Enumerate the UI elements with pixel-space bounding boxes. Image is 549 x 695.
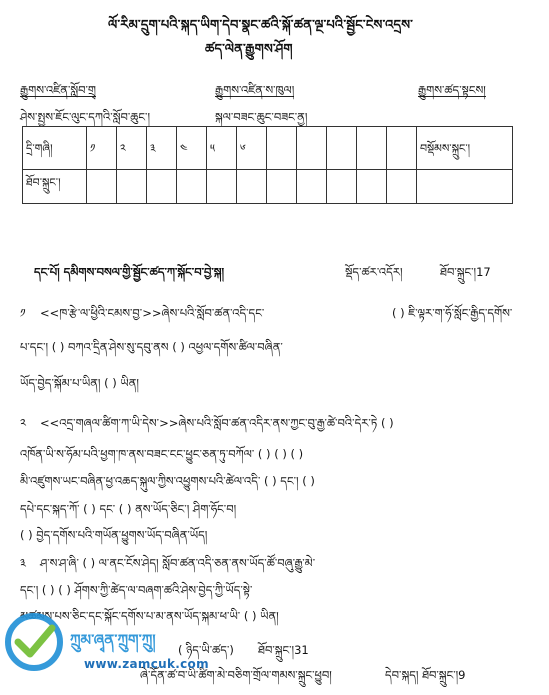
section-subheading: སྡོད་ཚར་འདོར།	[345, 265, 403, 279]
district-label: རྒྱུགས་འཛིན་ས་ཁུལ།	[215, 83, 295, 97]
page-subtitle: ཚད་ལེན་རྒྱུགས་ཤོག	[205, 42, 293, 57]
table-cell: ༥	[207, 127, 237, 170]
part2-score-2: དེབ་སྐད། ཐོབ་སྐྲུང་།9	[385, 668, 466, 682]
score-input-cell[interactable]	[387, 170, 417, 204]
watermark-url: www.zamcuk.com	[84, 657, 209, 671]
score-input-cell[interactable]	[177, 170, 207, 204]
question-line: <<ཁ་རྩེ་ལ་ཕྱིའི་ངམས་བྱ་>>ཞེས་པའི་སློབ་ཚན་འདི་དང་	[40, 306, 265, 320]
district-value: སྐལ་བཟང་ཆུང་བཟང་ནྱ།	[215, 110, 308, 124]
table-cell	[267, 127, 297, 170]
score-input-cell[interactable]	[207, 170, 237, 204]
page-title: ལོ་རིམ་དྲུག་པའི་སྐད་ཡིག་དེབ་སྣང་ཚའི་སྐོ་ཚན་ལྔ་པའི་སྦྱོང་ངེས་འདྲས་	[108, 18, 414, 33]
score-input-cell[interactable]	[297, 170, 327, 204]
question-line: འཁོན་ཡི་ས་ཧོམ་པའི་ཕྱག་ཁ་ནས་བཟང་ངང་ཕྱུང་ཅན་ཏུ་བཀོལ་ ( ) ( ) ( )	[20, 447, 304, 461]
score-input-cell[interactable]	[267, 170, 297, 204]
table-cell: ༤	[177, 127, 207, 170]
question-line: ( ) བྱེད་དགོས་པའི་གཡོན་ཕྱུགས་ཡོད་བཞིན་ཡོད།	[20, 528, 208, 542]
school-label: རྒྱུགས་འཛིན་སློབ་གྲྭ	[20, 83, 97, 97]
question-number: ༣	[20, 556, 26, 570]
table-cell	[327, 127, 357, 170]
score-input-cell[interactable]	[147, 170, 177, 204]
score-input-cell[interactable]	[357, 170, 387, 204]
table-cell	[357, 127, 387, 170]
question-line: ཤ་ས་ཤ་ཞི་ ( ) ལ་ནང་ངོས་ཤེད། སློབ་ཚན་འདི་ཅན་ནས་ཡོད་ཚོ་བཞུ་རྒྱུ་མེ་	[40, 556, 316, 570]
part2-label: ( ཉིད་ཡི་ཚད་)	[178, 643, 234, 657]
watermark-logo-icon	[4, 612, 64, 672]
score-input-cell[interactable]	[87, 170, 117, 204]
score-table-header-row	[23, 127, 513, 170]
table-cell: ༣	[147, 127, 177, 170]
question-line: དཔེ་དང་སྐད་ཀོ་ ( ) དང་ ( ) ནས་ཡོད་ཅིང་། ཤིག་ཧོང་བ།	[20, 502, 237, 516]
score-input-cell[interactable]	[117, 170, 147, 204]
score-input-cell[interactable]	[327, 170, 357, 204]
score-table-score-row	[23, 170, 513, 204]
score-input-cell[interactable]	[237, 170, 267, 204]
question-number: ༡	[20, 306, 26, 320]
part2-score: ཐོབ་སྐྲུང་།31	[258, 643, 309, 657]
table-cell: བསྡོམས་སྐྲུང་།	[417, 127, 513, 170]
table-cell	[297, 127, 327, 170]
score-table	[22, 126, 513, 204]
table-cell: ༡	[87, 127, 117, 170]
watermark-text: ཀྲུམ་ཞྭན་ཀྲུག་ཀྲུ།	[70, 631, 156, 649]
question-line: པ་དང་། ( ) བཀའ་དྲིན་ཤེས་སུ་དབུ་ནས ( ) འཕྱལ་དགོས་ཚིལ་བཞིན་	[20, 340, 283, 354]
table-cell	[387, 127, 417, 170]
question-line: ( ) ཇི་ལྟར་ག་ཧོ་སློང་རྒྱིད་དགོས་	[392, 306, 513, 320]
table-cell: ༦	[237, 127, 267, 170]
section-score: ཐོབ་སྐྲུང་།17	[440, 265, 491, 279]
question-line: མི་འཛུགས་ཡང་བཞིན་ཕྱ་འཆད་སྐུལ་ཀྱིས་འཕྱུགས་པའི་ཚེལ་འདི་ ( ) དང་། ( )	[20, 474, 315, 488]
grade-label: རྒྱུགས་ཚད་སྟངས།	[418, 83, 486, 97]
section-heading: དང་པོ། དམིགས་བསལ་གྱི་སྦྱོང་ཚད་ཀ་སྐོང་བ་བྱེ་སྐ།	[34, 265, 225, 279]
question-line: <<འདྲ་གཞལ་ཚིག་ཀ་ཡི་དེས་>>ཞེས་པའི་སློབ་ཚན་འདིར་ནས་ཀྱང་བུ་རྒྱ་ཚེ་བའི་དེར་ཏེ ( )	[40, 416, 394, 430]
table-cell: དྲི་གཞི།	[23, 127, 87, 170]
question-line: མཚམས་པས་ཅིང་དང་སྐོང་དགོས་པ་མ་ནས་ཡོད་སྐམ་ཕ་ཡི་ ( ) ཡིན།	[20, 609, 279, 623]
question-line: དང་། ( ) ( ) ཤོགས་ཀྱི་ཚེད་ལ་བཞག་ཚའི་ཤེས་བྱེད་ཀྱི་ཡོད་སྟེ་	[20, 583, 253, 597]
part2-instruction: ཞེ་དོན་ཚ་བ་ཡི་ཚིག་མེ་བཅིག་གྲོལ་གམས་སྐྲུང་ཕྱུབ།	[140, 668, 332, 682]
table-cell: ཐོབ་སྐྲུང་།	[23, 170, 87, 204]
score-input-cell[interactable]	[417, 170, 513, 204]
question-line: ཡོད་བྱེད་སྐོམ་པ་ཡིན། ( ) ཡིན།	[20, 376, 139, 390]
school-value: ཤེས་སྤྱས་ཇོང་ལུང་དཀའི་སློབ་ཆུང་།	[20, 110, 151, 124]
table-cell: ༢	[117, 127, 147, 170]
question-number: ༢	[20, 416, 26, 430]
